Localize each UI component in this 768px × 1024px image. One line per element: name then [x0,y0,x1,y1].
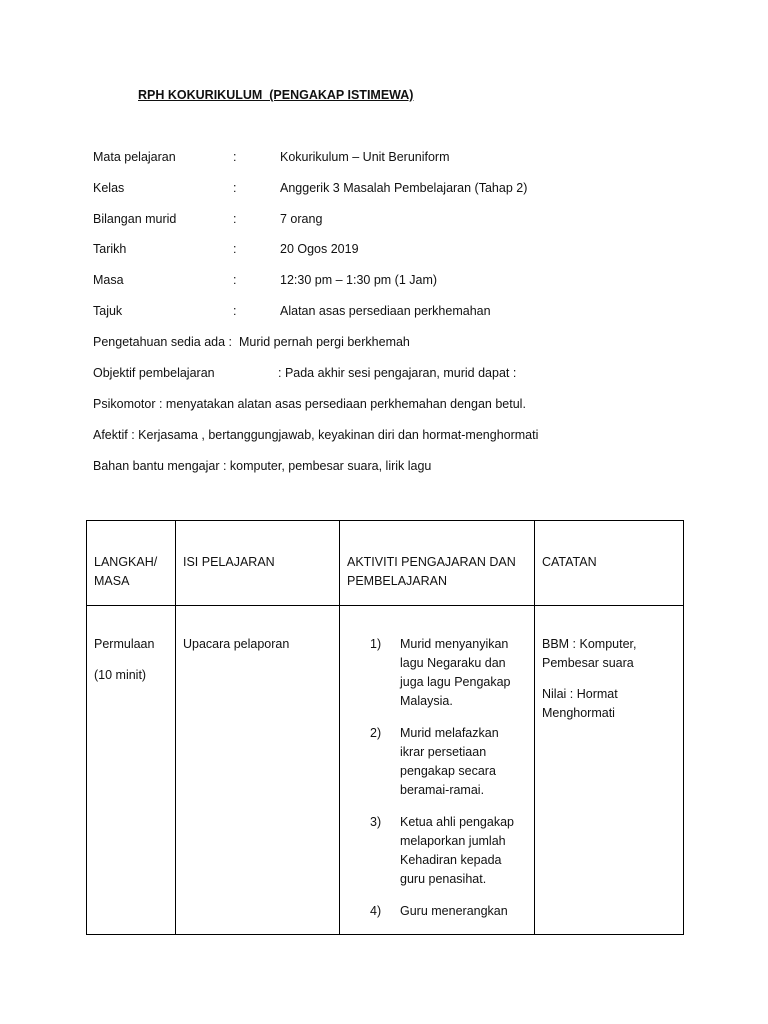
list-item [347,724,520,800]
header-text: PEMBELAJARAN [347,574,448,588]
cell-langkah [87,606,176,935]
info-label: Bilangan murid [93,212,177,226]
list-number: 3) [370,815,382,829]
cell-catatan [535,606,684,935]
info-colon: : [233,242,237,256]
lesson-plan-table [86,520,684,935]
activity-list [347,635,528,921]
cell-aktiviti [340,606,535,935]
header-isi-pelajaran [176,521,340,606]
info-label: Kelas [93,181,125,195]
table-row [87,606,684,935]
masa-text: (10 minit) [94,668,147,682]
catatan-nilai: Nilai : Hormat Menghormati [542,687,618,720]
afektif-line: Afektif : Kerjasama , bertanggungjawab, keyakinan diri dan hormat-menghormati [93,428,539,442]
pengetahuan-sedia-ada: Pengetahuan sedia ada : Murid pernah pergi berkhemah [93,335,410,349]
langkah-text: Permulaan [94,637,155,651]
info-value: 20 Ogos 2019 [280,242,359,256]
header-catatan [535,521,684,606]
header-text: MASA [94,574,130,588]
objektif-value: : Pada akhir sesi pengajaran, murid dapat : [278,366,517,380]
list-number: 4) [370,904,382,918]
header-text: ISI PELAJARAN [183,555,275,569]
header-langkah-masa [87,521,176,606]
header-text: AKTIVITI PENGAJARAN DAN [347,555,516,569]
list-number: 1) [370,637,382,651]
info-label: Masa [93,273,124,287]
isi-text: Upacara pelaporan [183,637,290,651]
info-value: 7 orang [280,212,323,226]
info-value: Kokurikulum – Unit Beruniform [280,150,450,164]
info-label: Tarikh [93,242,127,256]
list-number: 2) [370,726,382,740]
info-label: Tajuk [93,304,123,318]
header-aktiviti [340,521,535,606]
info-value: 12:30 pm – 1:30 pm (1 Jam) [280,273,438,287]
list-text: Murid menyanyikan lagu Negaraku dan juga lagu Pengakap Malaysia. [400,637,511,708]
list-item [347,813,520,889]
table-header-row [87,521,684,606]
bahan-bantu-line: Bahan bantu mengajar : komputer, pembesar suara, lirik lagu [93,459,432,473]
list-item [347,635,520,711]
info-colon: : [233,304,237,318]
catatan-bbm: BBM : Komputer, Pembesar suara [542,637,637,670]
cell-isi [176,606,340,935]
list-text: Murid melafazkan ikrar persetiaan pengakap secara beramai-ramai. [400,726,499,797]
info-colon: : [233,150,237,164]
info-label: Mata pelajaran [93,150,176,164]
header-text: LANGKAH/ [94,555,158,569]
objektif-label: Objektif pembelajaran [93,366,215,380]
info-colon: : [233,273,237,287]
info-colon: : [233,181,237,195]
psikomotor-line: Psikomotor : menyatakan alatan asas persediaan perkhemahan dengan betul. [93,397,526,411]
info-value: Alatan asas persediaan perkhemahan [280,304,491,318]
header-text: CATATAN [542,555,597,569]
document-title: RPH KOKURIKULUM (PENGAKAP ISTIMEWA) [138,88,414,102]
info-colon: : [233,212,237,226]
list-text: Guru menerangkan [400,904,508,918]
list-item [347,902,520,921]
list-text: Ketua ahli pengakap melaporkan jumlah Kehadiran kepada guru penasihat. [400,815,514,886]
info-value: Anggerik 3 Masalah Pembelajaran (Tahap 2) [280,181,528,195]
